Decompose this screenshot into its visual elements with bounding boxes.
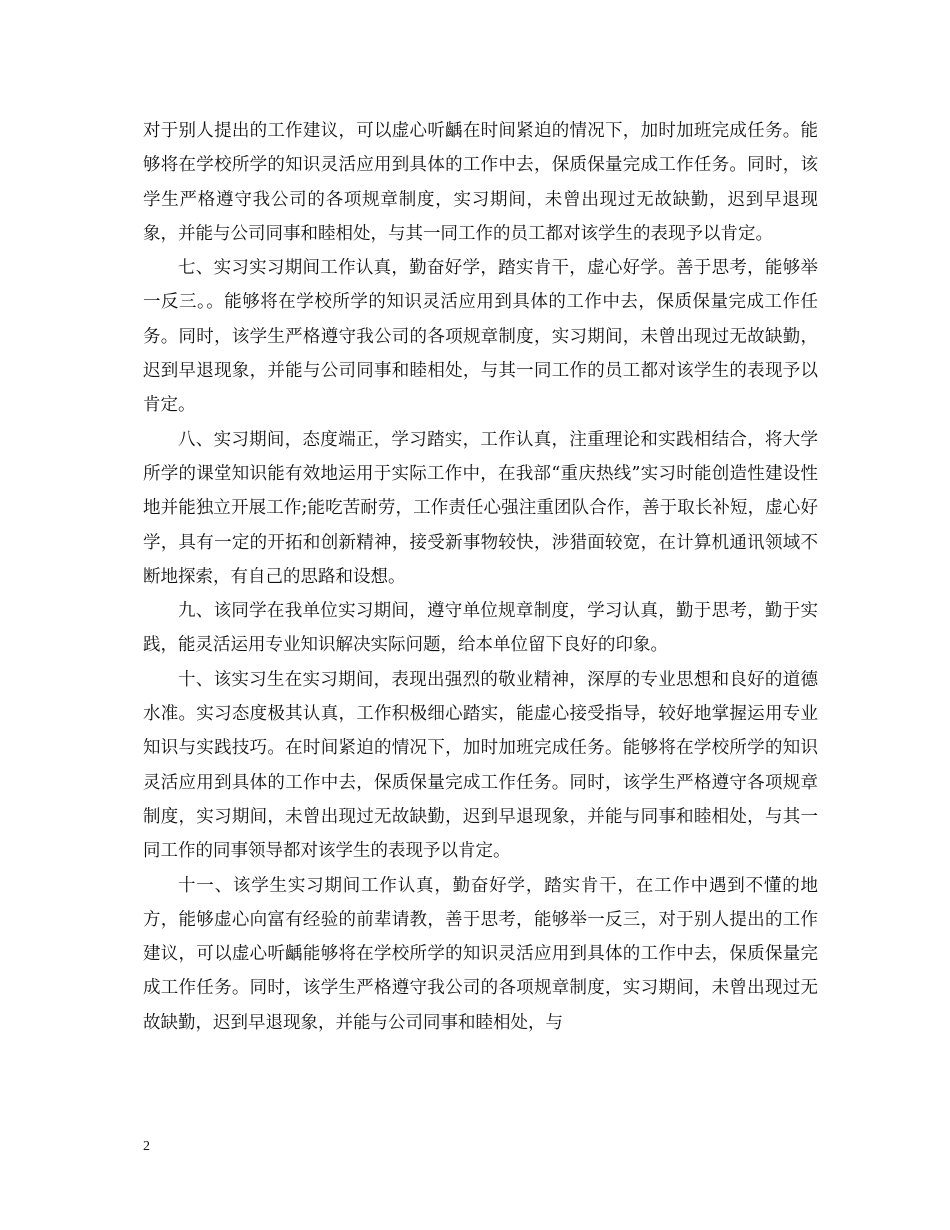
page-number: 2	[143, 1139, 150, 1154]
paragraph-item-7: 七、实习实习期间工作认真，勤奋好学，踏实肯干，虚心好学。善于思考，能够举一反三。。能够将在学校所学的知识灵活应用到具体的工作中去，保质保量完成工作任务。同时，该学生严格遵守我公司的各项规章制度，实习期间，未曾出现过无故缺勤，迟到早退现象，并能与公司同事和睦相处，与其一同工作的员工都对该学生的表现予以肯定。	[143, 258, 818, 416]
paragraph-item-10: 十、该实习生在实习期间，表现出强烈的敬业精神，深厚的专业思想和良好的道德水准。实习态度极其认真，工作积极细心踏实，能虚心接受指导，较好地掌握运用专业知识与实践技巧。在时间紧迫的情况下，加时加班完成任务。能够将在学校所学的知识灵活应用到具体的工作中去，保质保量完成工作任务。同时，该学生严格遵守各项规章制度，实习期间，未曾出现过无故缺勤，迟到早退现象，并能与同事和睦相处，与其一同工作的同事领导都对该学生的表现予以肯定。	[143, 669, 818, 862]
paragraph-continuation: 对于别人提出的工作建议，可以虚心听齲在时间紧迫的情况下，加时加班完成任务。能够将在学校所学的知识灵活应用到具体的工作中去，保质保量完成工作任务。同时，该学生严格遵守我公司的各项规章制度，实习期间，未曾出现过无故缺勤，迟到早退现象，并能与公司同事和睦相处，与其一同工作的员工都对该学生的表现予以肯定。	[143, 121, 818, 244]
paragraph-item-11: 十一、该学生实习期间工作认真，勤奋好学，踏实肯干，在工作中遇到不懂的地方，能够虚心向富有经验的前辈请教，善于思考，能够举一反三，对于别人提出的工作建议，可以虚心听齲能够将在学校所学的知识灵活应用到具体的工作中去，保质保量完成工作任务。同时，该学生严格遵守我公司的各项规章制度，实习期间，未曾出现过无故缺勤，迟到早退现象，并能与公司同事和睦相处，与	[143, 875, 818, 1033]
paragraph-item-8: 八、实习期间，态度端正，学习踏实，工作认真，注重理论和实践相结合，将大学所学的课堂知识能有效地运用于实际工作中，在我部“重庆热线”实习时能创造性建设性地并能独立开展工作;能吃苦耐劳，工作责任心强注重团队合作，善于取长补短，虚心好学，具有一定的开拓和创新精神，接受新事物较快，涉猎面较宽，在计算机通讯领域不断地探索，有自己的思路和设想。	[143, 429, 818, 587]
document-body	[143, 114, 818, 1040]
paragraph-item-9: 九、该同学在我单位实习期间，遵守单位规章制度，学习认真，勤于思考，勤于实践，能灵活运用专业知识解决实际问题，给本单位留下良好的印象。	[143, 601, 818, 656]
